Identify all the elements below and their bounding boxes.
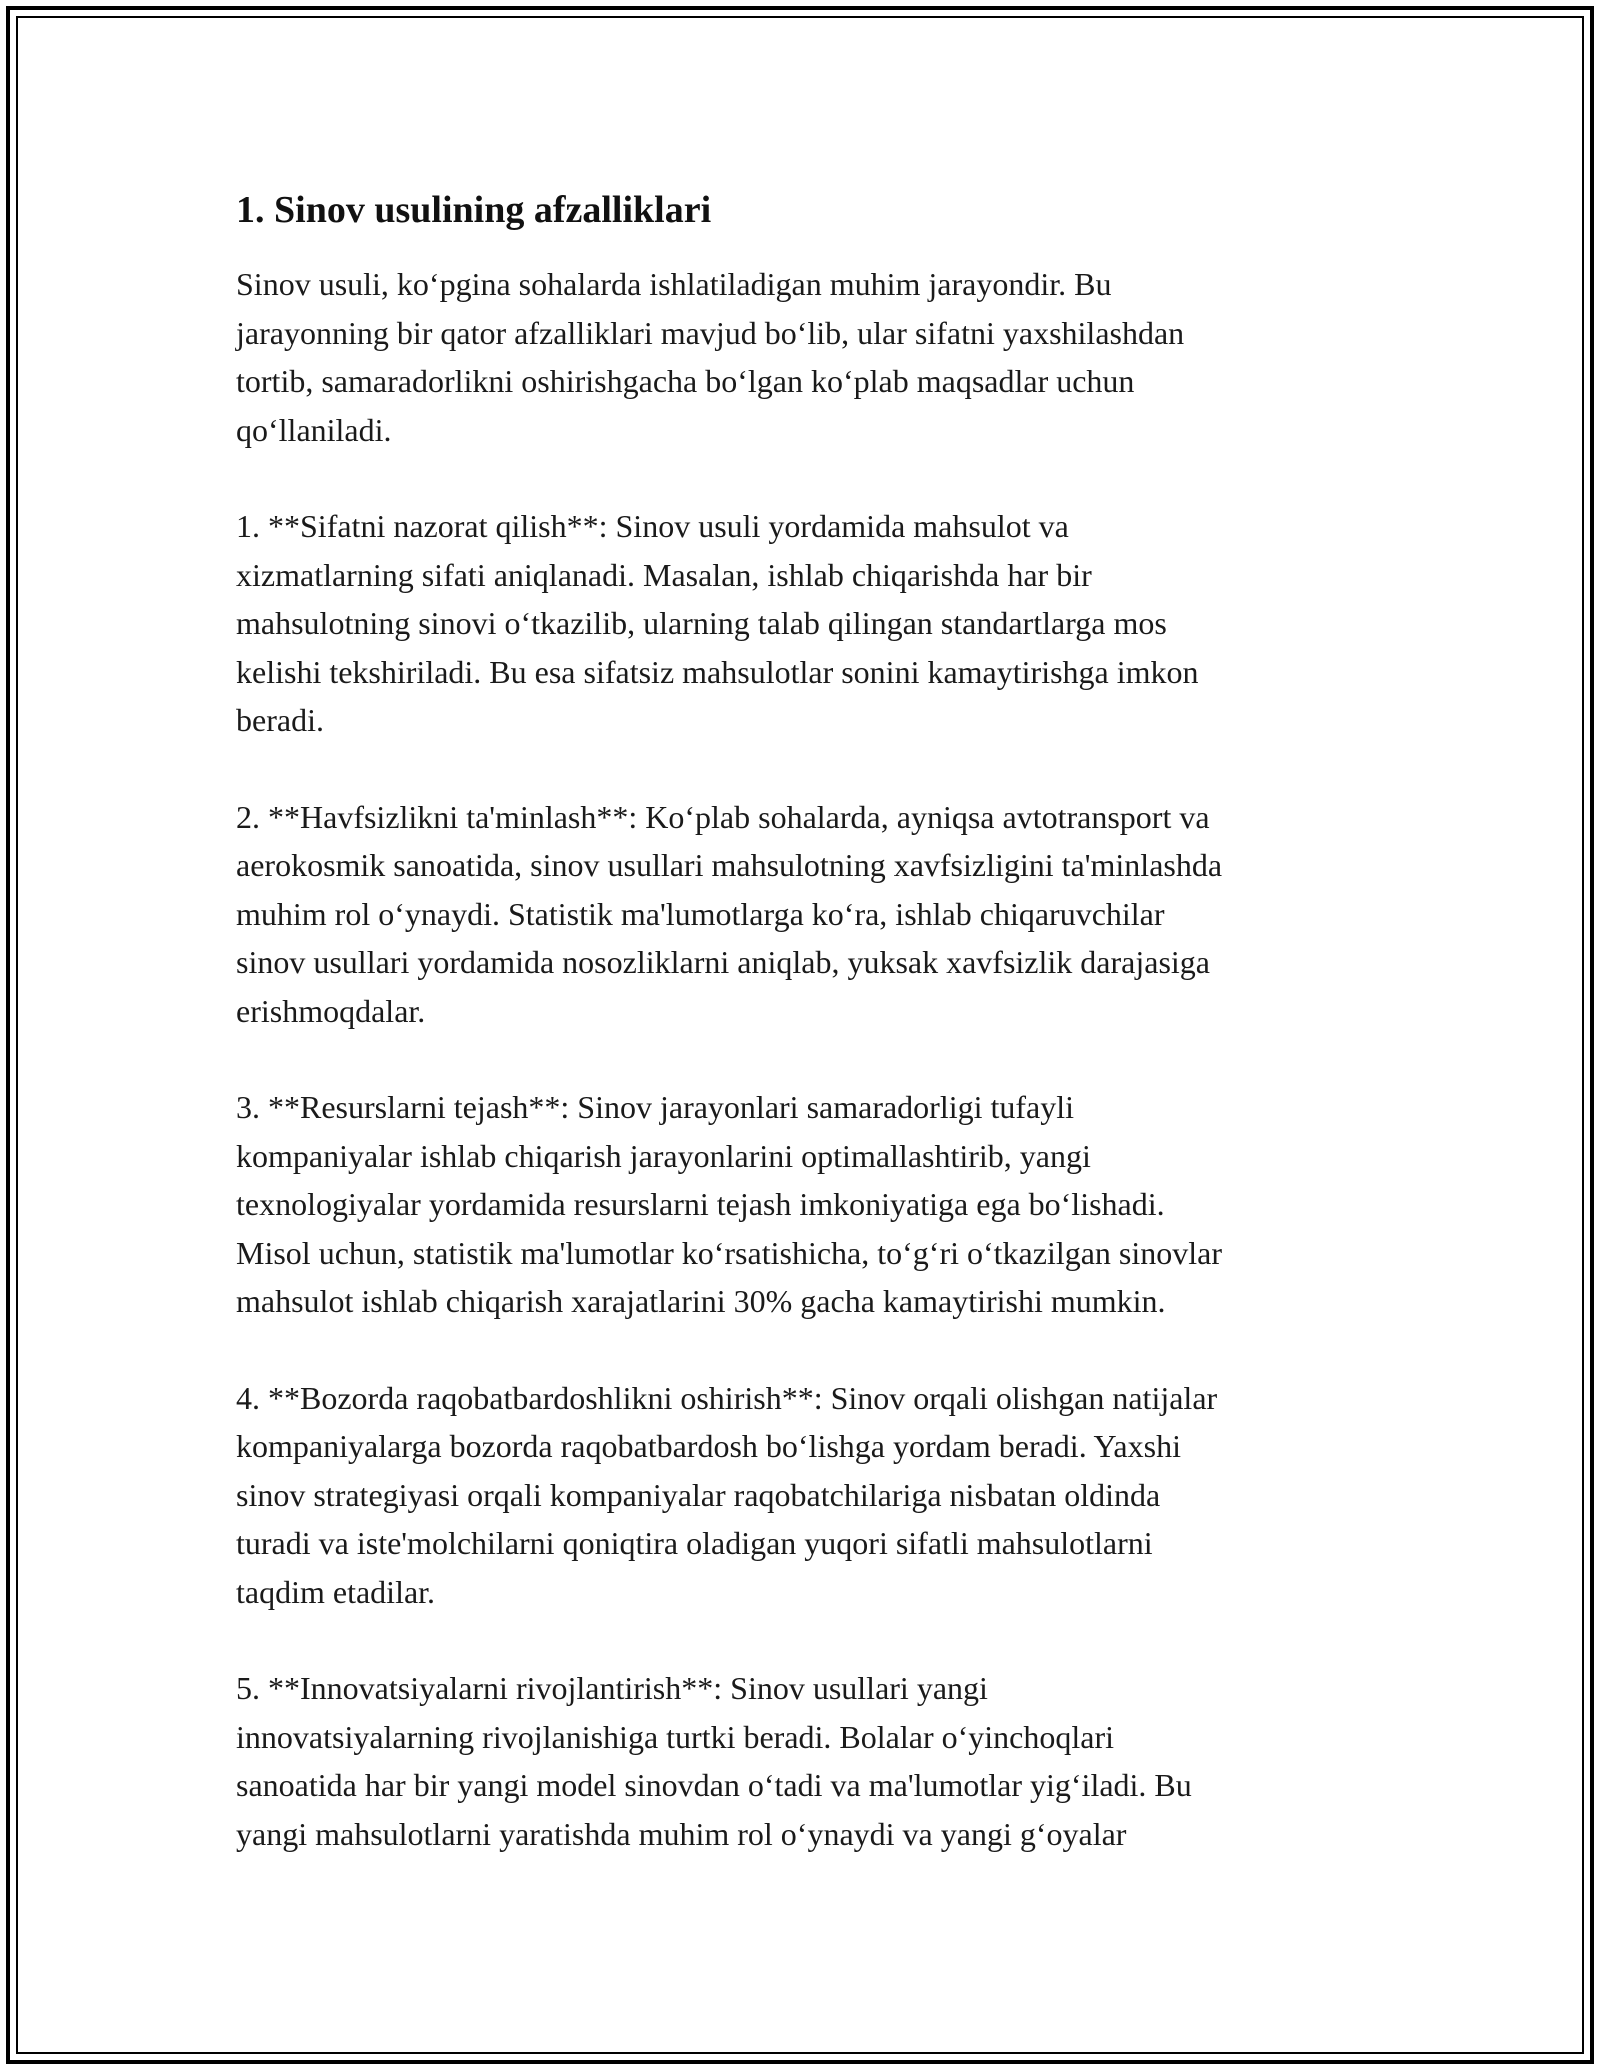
document-body: [236, 186, 1386, 1906]
paragraph-safety: 2. **Havfsizlikni ta'minlash**: Ko‘plab sohalarda, ayniqsa avtotransport va aerokosmik sanoatida, sinov usullari mahsulotning xavfsizligini ta'minlashda muhim rol o‘ynaydi. Statistik ma'lumotlarga ko‘ra, ishlab chiqaruvchilar sinov usullari yordamida nosozliklarni aniqlab, yuksak xavfsizlik darajasiga erishmoqdalar.: [236, 798, 1223, 1029]
paragraph-competitiveness: 4. **Bozorda raqobatbardoshlikni oshirish**: Sinov orqali olishgan natijalar kompaniyalarga bozorda raqobatbardosh bo‘lishga yordam beradi. Yaxshi sinov strategiyasi orqali kompaniyalar raqobatchilariga nisbatan oldinda turadi va iste'molchilarni qoniqtira oladigan yuqori sifatli mahsulotlarni taqdim etadilar.: [236, 1379, 1218, 1610]
paragraph-quality-control: 1. **Sifatni nazorat qilish**: Sinov usuli yordamida mahsulot va xizmatlarning sifati aniqlanadi. Masalan, ishlab chiqarishda har bir mahsulotning sinovi o‘tkazilib, ularning talab qilingan standartlarga mos kelishi tekshiriladi. Bu esa sifatsiz mahsulotlar sonini kamaytirishga imkon beradi.: [236, 508, 1199, 738]
intro-paragraph: Sinov usuli, ko‘pgina sohalarda ishlatiladigan muhim jarayondir. Bu jarayonning bir qator afzalliklari mavjud bo‘lib, ular sifatni yaxshilashdan tortib, samaradorlikni oshirishgacha bo‘lgan ko‘plab maqsadlar uchun qo‘llaniladi.: [236, 266, 1185, 448]
section-heading: 1. Sinov usulining afzalliklari: [236, 189, 712, 231]
paragraph-innovation: 5. **Innovatsiyalarni rivojlantirish**: Sinov usullari yangi innovatsiyalarning rivojlanishiga turtki beradi. Bolalar o‘yinchoqlari sanoatida har bir yangi model sinovdan o‘tadi va ma'lumotlar yig‘iladi. Bu yangi mahsulotlarni yaratishda muhim rol o‘ynaydi va yangi g‘oyalar: [236, 1670, 1192, 1852]
paragraph-resource-saving: 3. **Resurslarni tejash**: Sinov jarayonlari samaradorligi tufayli kompaniyalar ishlab chiqarish jarayonlarini optimallashtirib, yangi texnologiyalar yordamida resurslarni tejash imkoniyatiga ega bo‘lishadi. Misol uchun, statistik ma'lumotlar ko‘rsatishicha, to‘g‘ri o‘tkazilgan sinovlar mahsulot ishlab chiqarish xarajatlarini 30% gacha kamaytirishi mumkin.: [236, 1089, 1223, 1319]
